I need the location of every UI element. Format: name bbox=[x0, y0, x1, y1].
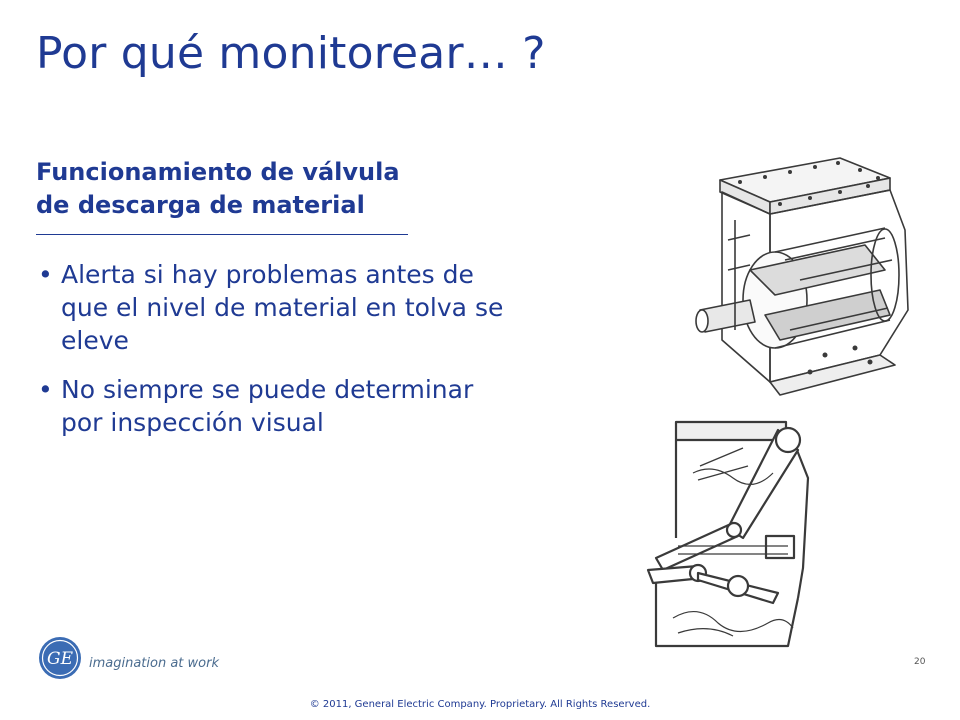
subheading-line-2: de descarga de material bbox=[36, 191, 365, 219]
bullet-text: No siempre se puede determinar por inspección visual bbox=[61, 375, 474, 437]
slide-title: Por qué monitorear… ? bbox=[36, 28, 546, 79]
page-number: 20 bbox=[914, 657, 926, 667]
subheading-underline bbox=[36, 234, 408, 235]
flap-valve-drawing bbox=[638, 418, 823, 650]
bullet-dot-icon: • bbox=[38, 260, 53, 289]
bullet-text: Alerta si hay problemas antes de que el nivel de material en tolva se eleve bbox=[61, 260, 504, 355]
bullet-list bbox=[36, 258, 506, 455]
bullet-dot-icon: • bbox=[38, 375, 53, 404]
rotary-valve-drawing bbox=[680, 150, 935, 400]
footer-tagline: imagination at work bbox=[89, 656, 219, 671]
bullet-item bbox=[36, 373, 506, 439]
bullet-item bbox=[36, 258, 506, 357]
section-subheading bbox=[36, 156, 506, 222]
copyright-notice: © 2011, General Electric Company. Proprietary. All Rights Reserved. bbox=[309, 699, 651, 710]
subheading-line-1: Funcionamiento de válvula bbox=[36, 158, 400, 186]
ge-logo-icon bbox=[38, 636, 82, 680]
ge-logo-text: GE bbox=[47, 649, 73, 669]
